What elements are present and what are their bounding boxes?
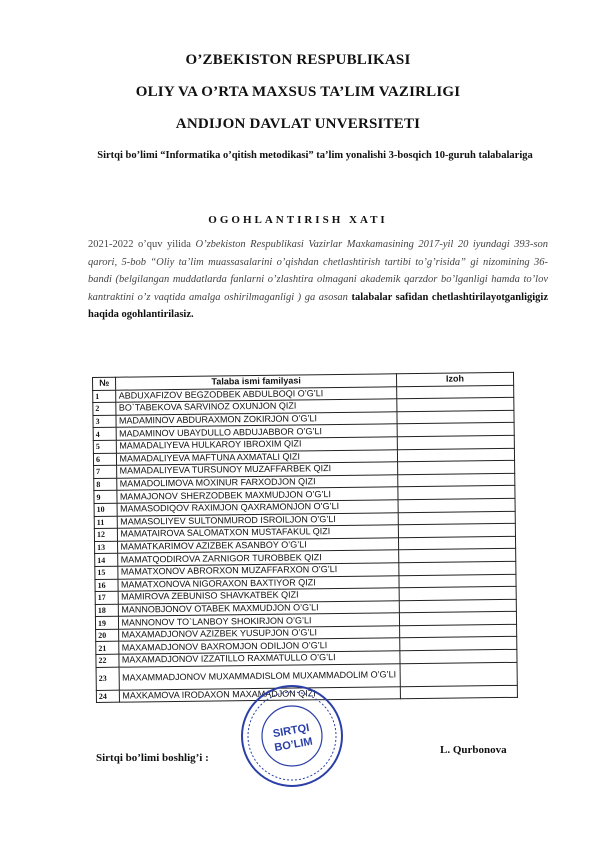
row-number: 20	[96, 629, 120, 642]
student-name: MAMASODIQOV RAXIMJON QAXRAMONJON O’G’LI	[117, 500, 397, 516]
student-name: MAMADALIYEVA MAFTUNA AXMATALI QIZI	[117, 449, 397, 465]
row-number: 14	[95, 554, 119, 567]
signature-label: Sirtqi bo’limi boshlig’i :	[96, 752, 209, 764]
student-name: MAXAMMADJONOV MUXAMMADISLOM MUXAMMADOLIM O’G’LI	[119, 663, 400, 689]
row-note	[400, 685, 517, 699]
row-number: 9	[94, 491, 118, 504]
student-table	[92, 372, 518, 703]
student-name: MAMATXONOVA NIGORAXON BAXTIYOR QIZI	[118, 575, 398, 591]
student-name: MAMIROVA ZEBUNISO SHAVKATBEK QIZI	[119, 588, 399, 604]
column-header-name: Talaba ismi familyasi	[116, 374, 396, 390]
student-name: MAMATQODIROVA ZARNIGOR TUROBBEK QIZI	[118, 550, 398, 566]
student-name: ABDUXAFIZOV BEGZODBEK ABDULBOQI O’G’LI	[116, 386, 396, 402]
student-name: MAXKAMOVA IRODAXON MAXAMADJON QIZI	[120, 686, 400, 702]
row-number: 2	[93, 402, 117, 415]
row-note	[400, 662, 518, 686]
student-name: MAMATKARIMOV AZIZBEK ASANBOY O’G’LI	[118, 537, 398, 553]
student-name: MADAMINOV ABDURAXMON ZOKIRJON O’G’LI	[116, 412, 396, 428]
document-title: OGOHLANTIRISH XATI	[208, 214, 388, 226]
student-name: MAMADOLIMOVA MOXINUR FARXODJON QIZI	[117, 475, 397, 491]
student-name: MAXAMADJONOV AZIZBEK YUSUPJON O’G’LI	[119, 626, 399, 642]
row-number: 1	[93, 390, 117, 403]
official-stamp	[238, 682, 346, 790]
row-number: 5	[93, 440, 117, 453]
student-name: MAMADALIYEVA TURSUNOY MUZAFFARBEK QIZI	[117, 462, 397, 478]
row-number: 7	[94, 465, 118, 478]
student-name: MAMATAIROVA SALOMATXON MUSTAFAKUL QIZI	[118, 525, 398, 541]
student-name: MADAMINOV UBAYDULLO ABDUJABBOR O’G’LI	[117, 424, 397, 440]
body-part-1: 2021-2022 o’quv yilida	[88, 239, 196, 250]
row-number: 11	[94, 516, 118, 529]
header-university: ANDIJON DAVLAT UNVERSITETI	[175, 116, 421, 132]
row-number: 21	[96, 642, 120, 655]
column-header-note: Izoh	[396, 372, 513, 386]
column-header-number: №	[93, 377, 117, 390]
body-part-3: talabalar safidan chetlashtirilayotganligigiz haqida ogohlantirilasiz.	[88, 291, 548, 320]
student-name: MAXAMADJONOV IZZATILLO RAXMATULLO O’G’LI	[119, 651, 399, 667]
header-subtitle: Sirtqi bo’limi “Informatika o’qitish metodikasi” ta’lim yonalishi 3-bosqich 10-guruh talabalariga	[97, 150, 533, 161]
row-number: 13	[95, 541, 119, 554]
row-number: 4	[93, 428, 117, 441]
body-part-2: O’zbekiston Respublikasi Vazirlar Maxkamasining 2017-yil 20 iyundagi 393-son qarori, 5-bob “Oliy ta’lim muassasalarini o’qishdan chetlashtirish tartibi to’g’risida” gi nizomining 36-bandi (belgilangan muddatlarda fanlarni o’zlashtira olmagani akademik qarzdor bo’lganligi hamda to’lov kantraktini o’z vaqtida amalga oshirilmaganligi ) ga asosan	[88, 239, 548, 303]
student-name: MAMASOLIYEV SULTONMUROD ISROILJON O’G’LI	[118, 512, 398, 528]
student-name: MAXAMADJONOV BAXROMJON ODILJON O’G’LI	[119, 638, 399, 654]
row-number: 15	[95, 566, 119, 579]
row-number: 12	[94, 528, 118, 541]
student-name: MAMATXONOV ABRORXON MUZAFFARXON O’G’LI	[118, 563, 398, 579]
row-number: 10	[94, 503, 118, 516]
row-number: 22	[96, 654, 120, 667]
header-country: O’ZBEKISTON RESPUBLIKASI	[185, 52, 411, 68]
row-number: 18	[95, 604, 119, 617]
svg-text:SIRTQI: SIRTQI	[272, 721, 311, 741]
student-name: BO`TABEKOVA SARVINOZ OXUNJON QIZI	[116, 399, 396, 415]
svg-text:BO’LIM: BO’LIM	[273, 735, 314, 755]
row-number: 19	[95, 616, 119, 629]
student-name: MAMAJONOV SHERZODBEK MAXMUDJON O’G’LI	[117, 487, 397, 503]
row-number: 16	[95, 579, 119, 592]
student-name: MANNONOV TO`LANBOY SHOKIRJON O’G’LI	[119, 613, 399, 629]
row-number: 23	[96, 667, 120, 690]
body-paragraph	[88, 236, 548, 324]
row-number: 3	[93, 415, 117, 428]
signature-name: L. Qurbonova	[440, 744, 507, 756]
student-name: MAMADALIYEVA HULKAROY IBROXIM QIZI	[117, 437, 397, 453]
row-number: 8	[94, 478, 118, 491]
header-ministry: OLIY VA O’RTA MAXSUS TA’LIM VAZIRLIGI	[135, 84, 461, 100]
row-number: 6	[93, 453, 117, 466]
student-name: MANNOBJONOV OTABEK MAXMUDJON O’G’LI	[119, 600, 399, 616]
row-number: 17	[95, 591, 119, 604]
row-number: 24	[96, 690, 120, 703]
table-body	[93, 385, 518, 703]
